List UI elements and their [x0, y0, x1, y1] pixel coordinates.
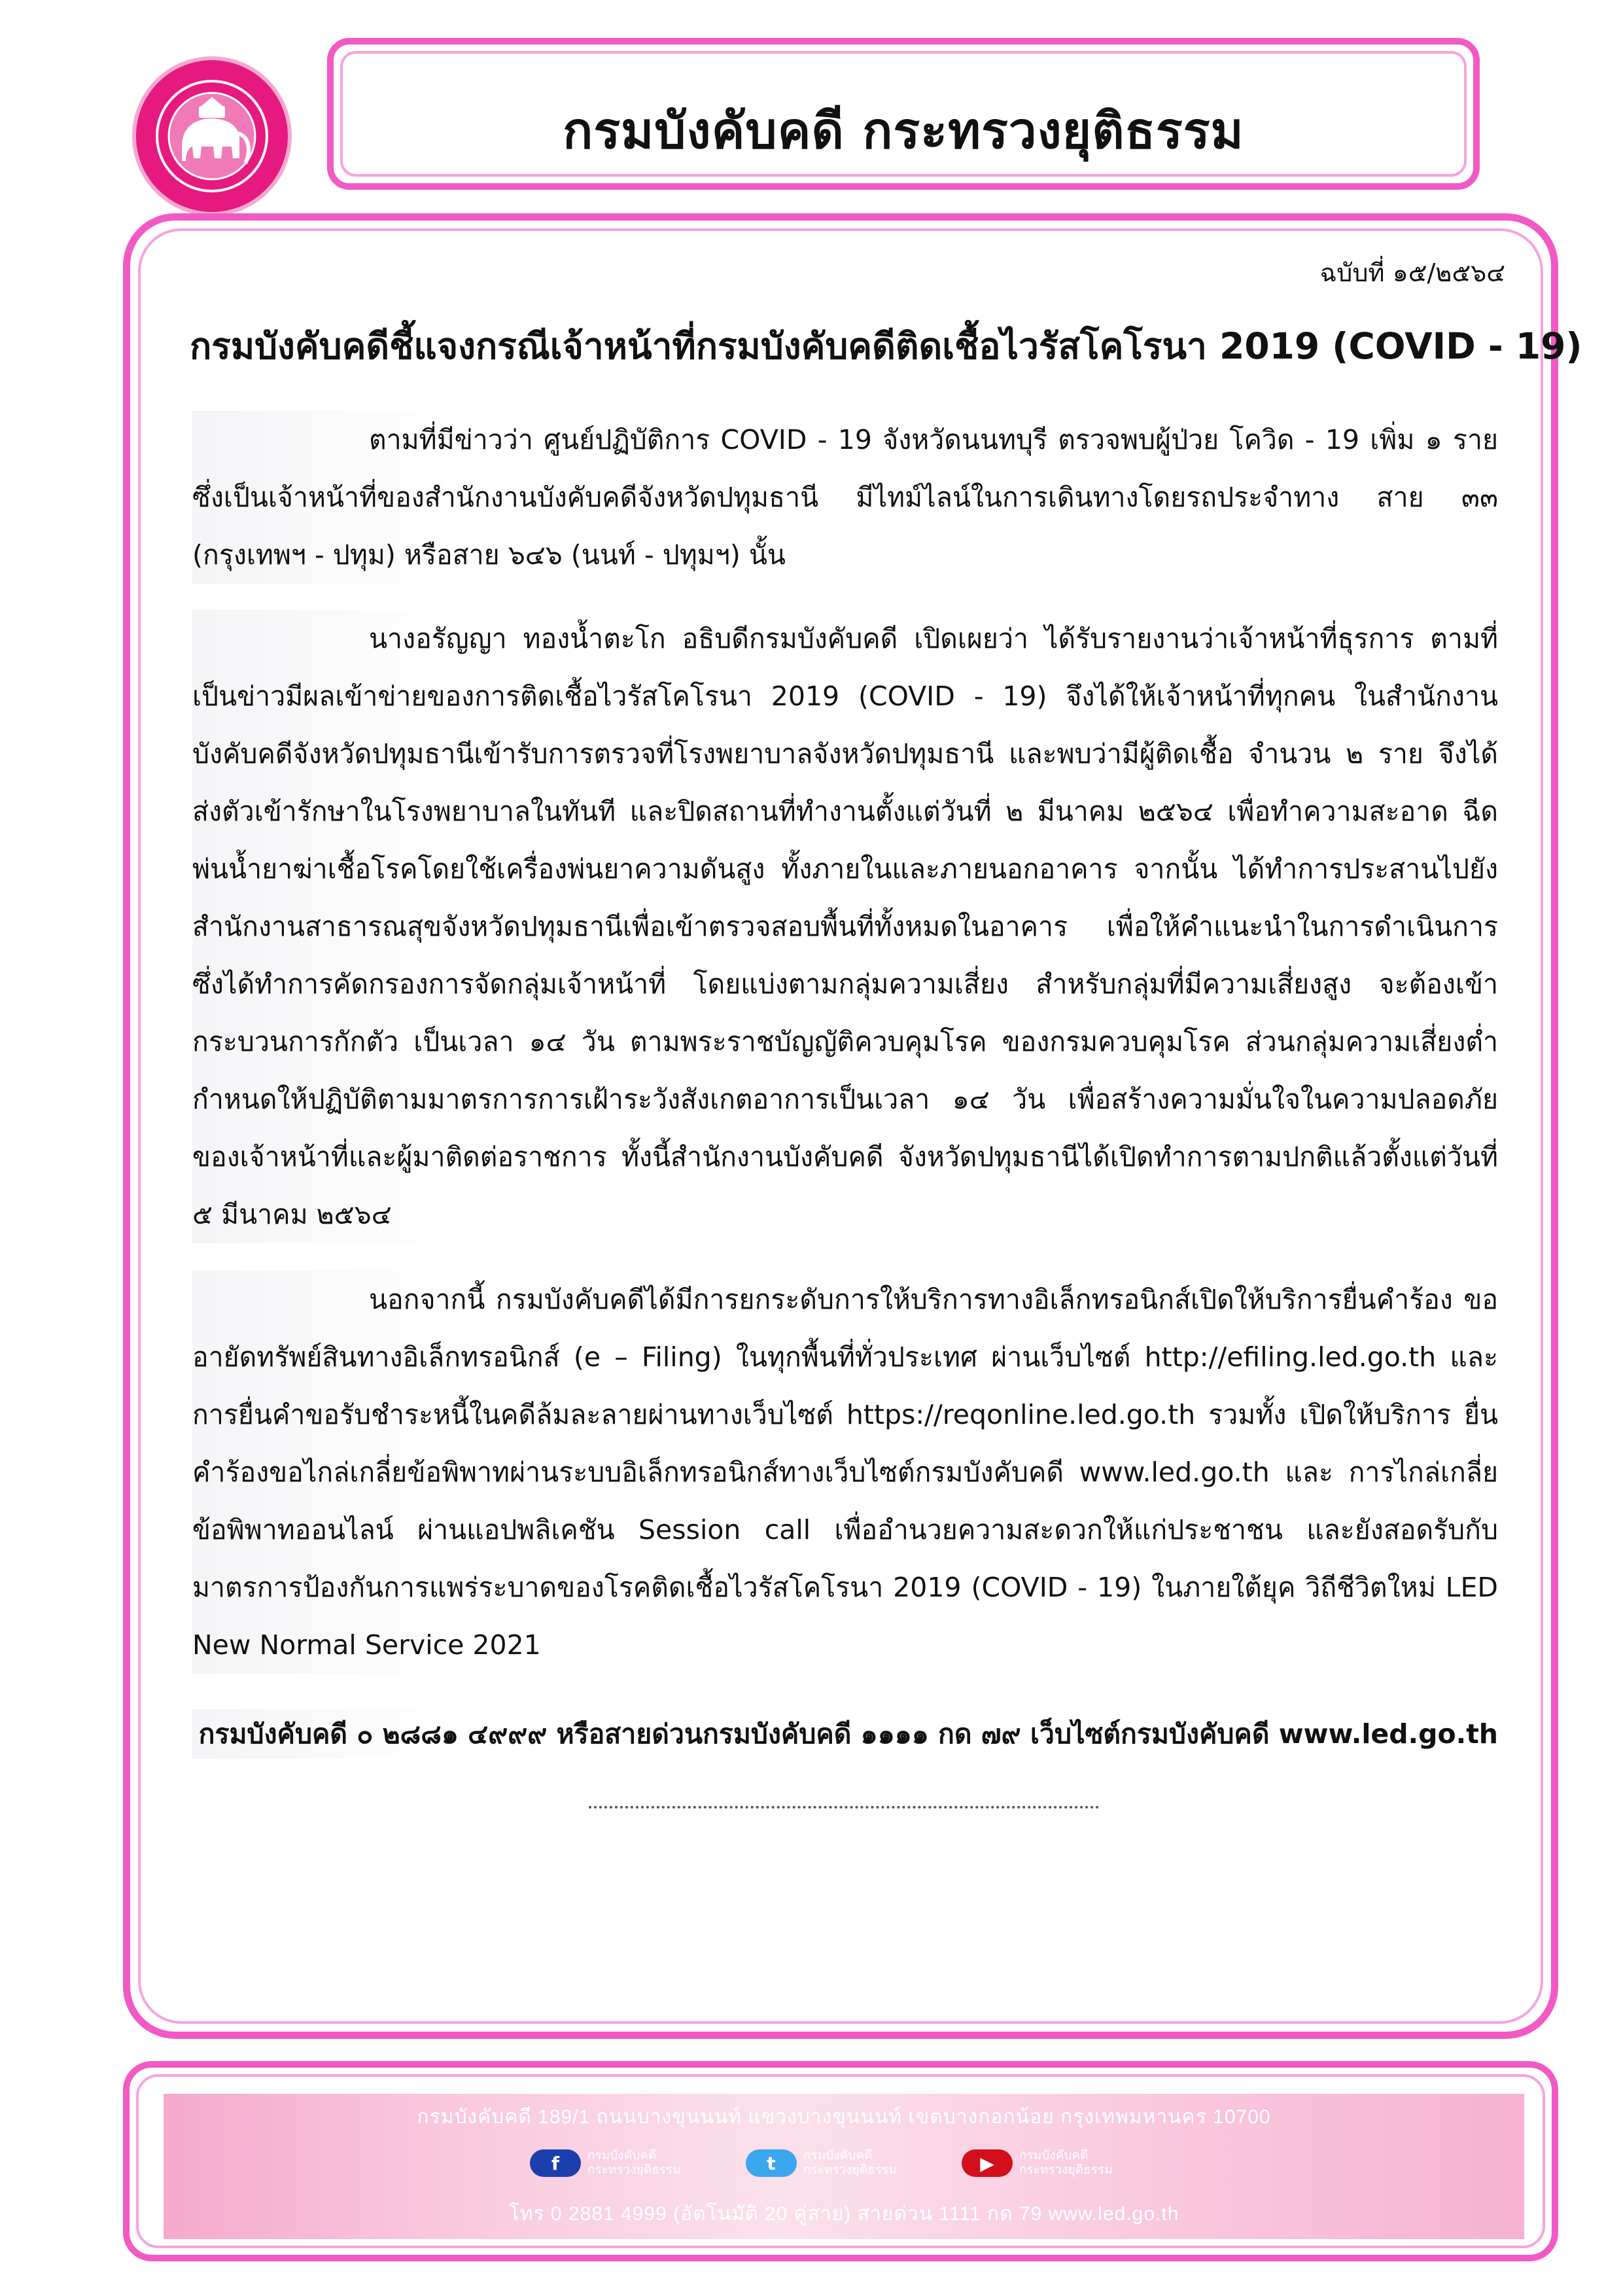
paragraph-3: นอกจากนี้ กรมบังคับคดีได้มีการยกระดับการให้บริการทางอิเล็กทรอนิกส์เปิดให้บริการยื่นคำร้อง ขออายัดทรัพย์สินทางอิเล็กทรอนิกส์ (e – Filing) ในทุกพื้นที่ทั่วประเทศ ผ่านเว็บไซต์ http://efiling.led.go.th และการยื่นคำขอรับชำระหนี้ในคดีล้มละลายผ่านทางเว็บไซต์ https://reqonline.led.go.th รวมทั้ง เปิดให้บริการ ยื่นคำร้องขอไกล่เกลี่ยข้อพิพาทผ่านระบบอิเล็กทรอนิกส์ทางเว็บไซต์กรมบังคับคดี www.led.go.th และ การไกล่เกลี่ยข้อพิพาทออนไลน์ ผ่านแอปพลิเคชัน Session call เพื่ออำนวยความสะดวกให้แก่ประชาชน และยังสอดรับกับมาตรการป้องกันการแพร่ระบาดของโรคติดเชื้อไวรัสโคโรนา 2019 (COVID - 19) ในภายใต้ยุค วิถีชีวิตใหม่ LED New Normal Service 2021: [192, 1271, 1498, 1674]
youtube-icon: ▶: [962, 2149, 1013, 2177]
youtube-label-line2: กระทรวงยุติธรรม: [1019, 2163, 1113, 2177]
department-seal-logo: [136, 60, 288, 212]
press-release-headline: กรมบังคับคดีชี้แจงกรณีเจ้าหน้าที่กรมบังคับคดีติดเชื้อไวรัสโคโรนา 2019 (COVID - 19): [190, 325, 1582, 367]
facebook-label-line2: กระทรวงยุติธรรม: [587, 2163, 681, 2177]
facebook-label-line1: กรมบังคับคดี: [587, 2149, 657, 2163]
issue-number: ฉบับที่ ๑๕/๒๕๖๔: [1319, 258, 1505, 287]
footer-banner: [164, 2094, 1524, 2239]
paragraph-2: นางอรัญญา ทองน้ำตะโก อธิบดีกรมบังคับคดี เปิดเผยว่า ได้รับรายงานว่าเจ้าหน้าที่ธุรการ ตามที่เป็นข่าวมีผลเข้าข่ายของการติดเชื้อไวรัสโคโรนา 2019 (COVID - 19) จึงได้ให้เจ้าหน้าที่ทุกคน ในสำนักงานบังคับคดีจังหวัดปทุมธานีเข้ารับการตรวจที่โรงพยาบาลจังหวัดปทุมธานี และพบว่ามีผู้ติดเชื้อ จำนวน ๒ ราย จึงได้ส่งตัวเข้ารักษาในโรงพยาบาลในทันที และปิดสถานที่ทำงานตั้งแต่วันที่ ๒ มีนาคม ๒๕๖๔ เพื่อทำความสะอาด ฉีดพ่นน้ำยาฆ่าเชื้อโรคโดยใช้เครื่องพ่นยาความดันสูง ทั้งภายในและภายนอกอาคาร จากนั้น ได้ทำการประสานไปยังสำนักงานสาธารณสุขจังหวัดปทุมธานีเพื่อเข้าตรวจสอบพื้นที่ทั้งหมดในอาคาร เพื่อให้คำแนะนำในการดำเนินการ ซึ่งได้ทำการคัดกรองการจัดกลุ่มเจ้าหน้าที่ โดยแบ่งตามกลุ่มความเสี่ยง สำหรับกลุ่มที่มีความเสี่ยงสูง จะต้องเข้ากระบวนการกักตัว เป็นเวลา ๑๔ วัน ตามพระราชบัญญัติควบคุมโรค ของกรมควบคุมโรค ส่วนกลุ่มความเสี่ยงต่ำกำหนดให้ปฏิบัติตามมาตรการการเฝ้าระวังสังเกตอาการเป็นเวลา ๑๔ วัน เพื่อสร้างความมั่นใจในความปลอดภัยของเจ้าหน้าที่และผู้มาติดต่อราชการ ทั้งนี้สำนักงานบังคับคดี จังหวัดปทุมธานีได้เปิดทำการตามปกติแล้วตั้งแต่วันที่ ๕ มีนาคม ๒๕๖๔: [192, 610, 1498, 1243]
title-banner-frame: [327, 38, 1480, 190]
youtube-label-line1: กรมบังคับคดี: [1019, 2149, 1089, 2163]
footer-phone: โทร 0 2881 4999 (อัตโนมัติ 20 คู่สาย) สายด่วน 1111 กด 79 www.led.go.th: [508, 2203, 1179, 2225]
youtube-link[interactable]: [962, 2144, 1113, 2183]
facebook-icon: f: [530, 2149, 581, 2177]
elephant-seal-icon: [136, 60, 288, 212]
twitter-label-line1: กรมบังคับคดี: [803, 2149, 873, 2163]
twitter-link[interactable]: [746, 2144, 897, 2183]
end-marker-dotted-line: [589, 1806, 1099, 1809]
paragraph-1: ตามที่มีข่าวว่า ศูนย์ปฏิบัติการ COVID - 19 จังหวัดนนทบุรี ตรวจพบผู้ป่วย โควิด - 19 เพิ่ม ๑ ราย ซึ่งเป็นเจ้าหน้าที่ของสำนักงานบังคับคดีจังหวัดปทุมธานี มีไทม์ไลน์ในการเดินทางโดยรถประจำทาง สาย ๓๓ (กรุงเทพฯ - ปทุม) หรือสาย ๖๔๖ (นนท์ - ปทุมฯ) นั้น: [192, 411, 1498, 584]
twitter-icon: t: [746, 2149, 797, 2177]
footer-address: กรมบังคับคดี 189/1 ถนนบางขุนนนท์ แขวงบางขุนนนท์ เขตบางกอกน้อย กรุงเทพมหานคร 10700: [417, 2106, 1271, 2128]
facebook-link[interactable]: [530, 2144, 681, 2183]
social-links: [530, 2144, 1223, 2183]
twitter-label-line2: กระทรวงยุติธรรม: [803, 2163, 897, 2177]
contact-line: กรมบังคับคดี ๐ ๒๘๘๑ ๔๙๙๙ หรือสายด่วนกรมบังคับคดี ๑๑๑๑ กด ๗๙ เว็บไซต์กรมบังคับคดี www.led.go.th: [192, 1709, 1498, 1759]
page-title: กรมบังคับคดี กระทรวงยุติธรรม: [563, 101, 1244, 160]
